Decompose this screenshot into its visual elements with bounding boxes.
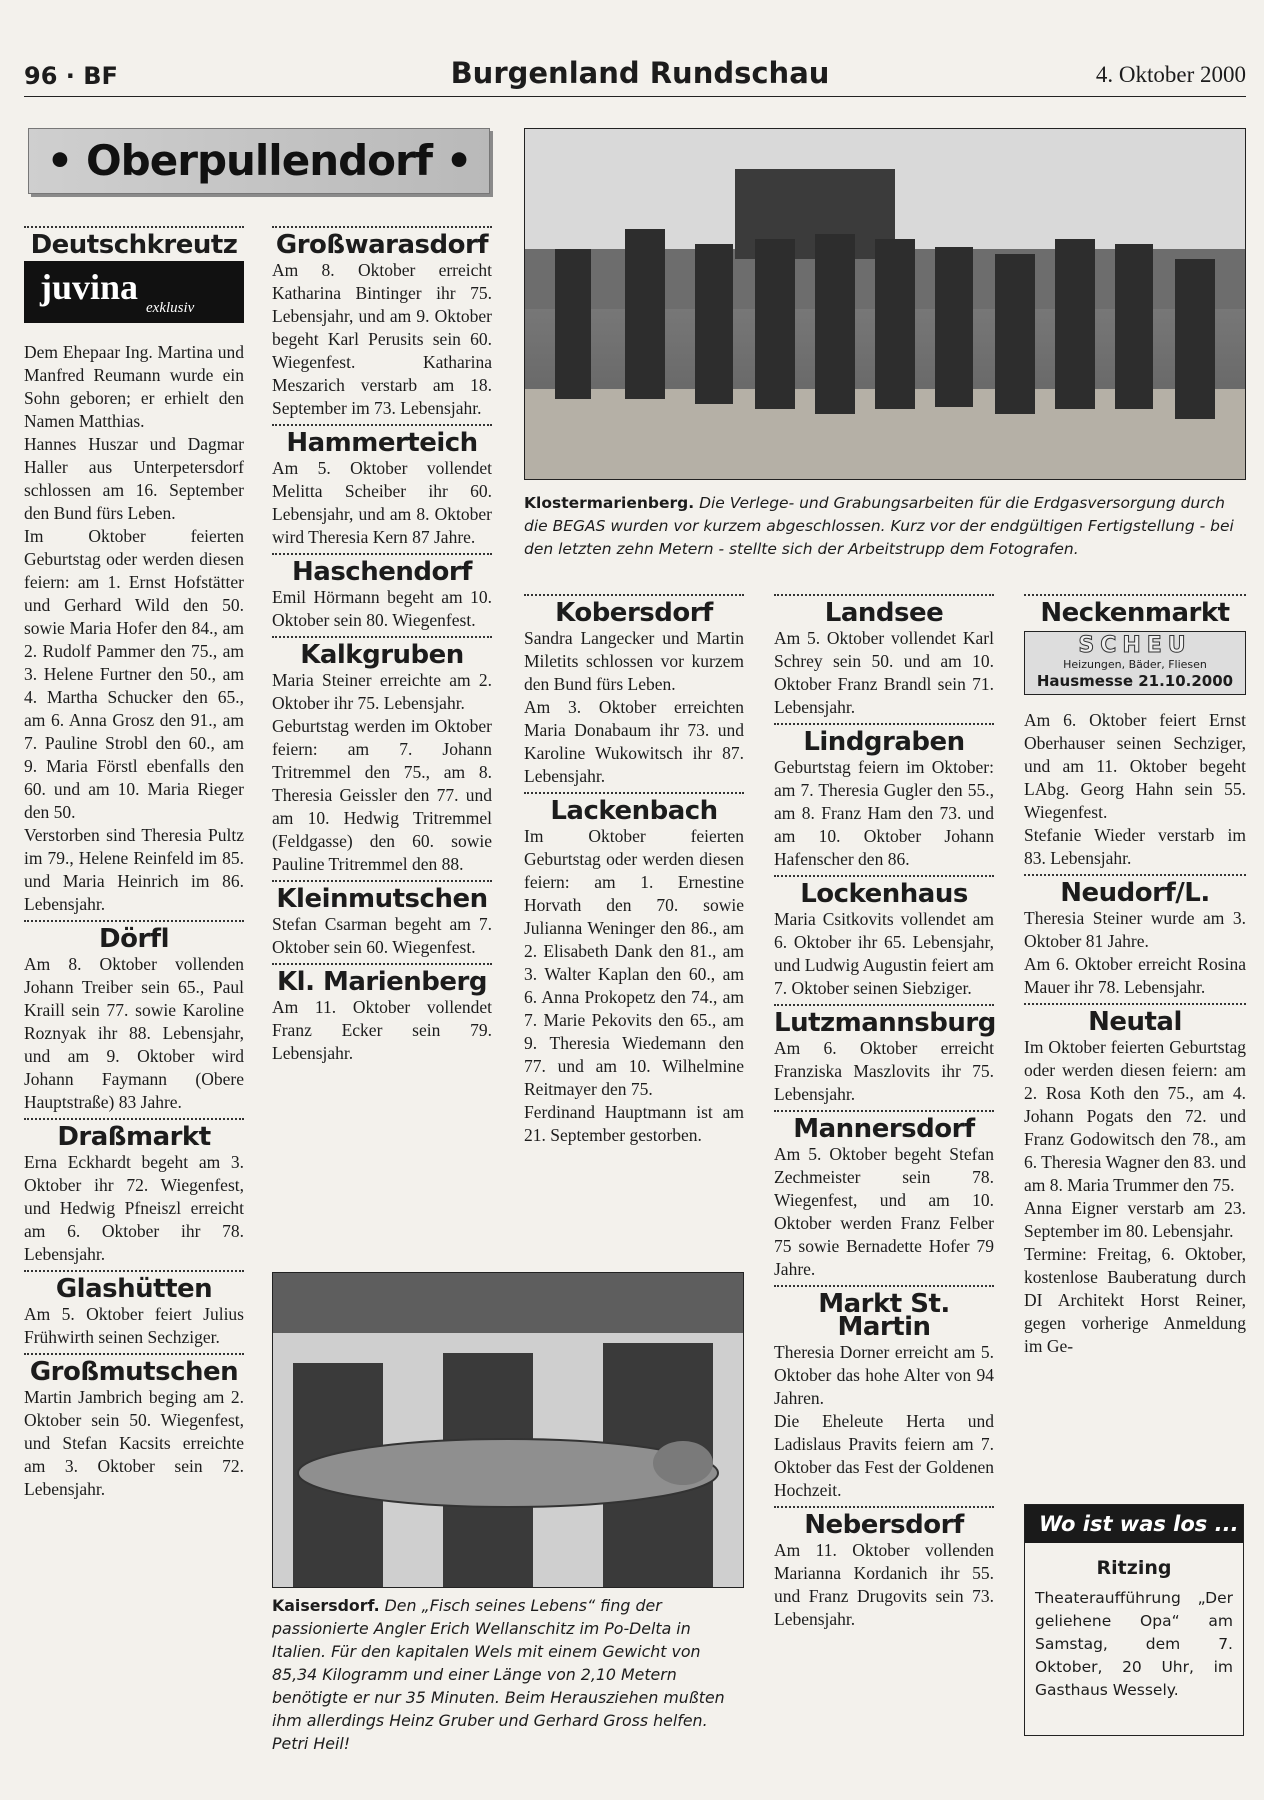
grosswarasdorf-p1: Am 8. Oktober erreicht Katharina Bintinger ihr 75. Lebensjahr, und am 9. Oktober begeht Karl Perusits sein 60. Wiegenfest. Katharina Meszarich verstarb am 18. September im 73. Lebensjahr. (272, 260, 492, 418)
marktstmartin-p1: Theresia Dorner erreicht am 5. Oktober das hohe Alter von 94 Jahren. (774, 1342, 994, 1408)
juvina-logo: juvina (40, 267, 139, 307)
kobersdorf-p2: Am 3. Oktober erreichten Maria Donabaum ihr 73. und Karoline Wukowitsch ihr 87. Lebensjahr. (524, 697, 744, 786)
deutschkreutz-p3: Im Oktober feierten Geburtstag oder werden diesen feiern: am 1. Ernst Hofstätter und Gerhard Wild den 50. sowie Maria Hofer den 84., am 2. Rudolf Pammer den 75., am 3. Helene Furtner den 50., am 4. Martha Schucker den 65., am 6. Anna Grosz den 91., am 7. Pauline Strobl den 60., am 9. Maria Förstl ebenfalls den 60. und am 10. Maria Rieger den 50. (24, 526, 244, 822)
neutal-p3: Termine: Freitag, 6. Oktober, kostenlose Bauberatung durch DI Architekt Horst Reiner, gegen vorherige Anmeldung im Ge- (1024, 1244, 1246, 1356)
column-1 (24, 222, 244, 1501)
divider (774, 1506, 994, 1508)
town-doerfl: Dörfl (99, 924, 169, 954)
divider (272, 226, 492, 228)
drassmarkt-p1: Erna Eckhardt begeht am 3. Oktober ihr 72. Wiegenfest, und Hedwig Pfneiszl erreicht am 6. Oktober ihr 78. Lebensjahr. (24, 1152, 244, 1264)
divider (24, 920, 244, 922)
divider (774, 1285, 994, 1287)
town-neckenmarkt: Neckenmarkt (1040, 598, 1230, 628)
kalkgruben-p2: Geburtstag werden im Oktober feiern: am 7. Johann Tritremmel den 75., am 8. Theresia Geissler den 77. und am 10. Hedwig Tritremmel (Feldgasse) den 60. sowie Pauline Tritremmel den 88. (272, 716, 492, 874)
divider (272, 636, 492, 638)
caption-bottom-text: Den „Fisch seines Lebens“ fing der passionierte Angler Erich Wellanschitz im Po-Delta in Italien. Für den kapitalen Wels mit einem Gewicht von 85,34 Kilogramm und einer Länge von 2,10 Metern benötigte er nur 35 Minuten. Beim Herausziehen mußten ihm allerdings Heinz Gruber und Gerhard Gross helfen. Petri Heil! (272, 1596, 725, 1753)
deutschkreutz-p2: Hannes Huszar und Dagmar Haller aus Unterpetersdorf schlossen am 16. September den Bund fürs Leben. (24, 434, 244, 523)
photo-catfish-image (273, 1273, 743, 1587)
juvina-tagline: exklusiv (146, 300, 195, 316)
town-lackenbach: Lackenbach (550, 796, 718, 826)
lackenbach-p2: Ferdinand Hauptmann ist am 21. September gestorben. (524, 1102, 744, 1145)
divider (524, 792, 744, 794)
grossmutschen-p1: Martin Jambrich beging am 2. Oktober sein 50. Wiegenfest, und Stefan Kacsits erreichte am 3. Oktober sein 72. Lebensjahr. (24, 1387, 244, 1499)
divider (24, 1353, 244, 1355)
marktstmartin-p2: Die Eheleute Herta und Ladislaus Pravits feiern am 7. Oktober das Fest der Goldenen Hochzeit. (774, 1411, 994, 1500)
town-lockenhaus: Lockenhaus (800, 879, 968, 909)
caption-top-label: Klostermarienberg. (524, 494, 695, 512)
column-3 (524, 590, 744, 1147)
nebersdorf-p1: Am 11. Oktober vollenden Marianna Kordanich ihr 55. und Franz Drugovits sein 73. Lebensjahr. (774, 1540, 994, 1629)
photo-work-crew (524, 128, 1246, 480)
events-box-heading: Wo ist was los ... (1025, 1505, 1243, 1543)
town-mannersdorf: Mannersdorf (793, 1114, 975, 1144)
caption-bottom-label: Kaisersdorf. (272, 1596, 380, 1615)
scheu-subtitle: Heizungen, Bäder, Fliesen (1063, 658, 1207, 671)
column-2 (272, 222, 492, 1065)
town-lindgraben: Lindgraben (803, 727, 965, 757)
lindgraben-p1: Geburtstag feiern im Oktober: am 7. Theresia Gugler den 55., am 8. Franz Ham den 73. und am 10. Oktober Johann Hafenscher den 86. (774, 757, 994, 869)
divider (272, 553, 492, 555)
town-neudorf: Neudorf/L. (1060, 878, 1210, 908)
divider (1024, 1003, 1246, 1005)
haschendorf-p1: Emil Hörmann begeht am 10. Oktober sein 80. Wiegenfest. (272, 587, 492, 630)
doerfl-p1: Am 8. Oktober vollenden Johann Treiber sein 65., Paul Kraill sein 77. sowie Karoline Roznyak ihr 88. Lebensjahr, und am 9. Oktober wird Johann Faymann (Obere Hauptstraße) 83 Jahre. (24, 954, 244, 1112)
town-drassmarkt: Draßmarkt (57, 1122, 211, 1152)
photo-work-crew-image (525, 129, 1245, 479)
town-lutzmannsburg: Lutzmannsburg (774, 1008, 996, 1038)
divider (24, 226, 244, 228)
divider (272, 880, 492, 882)
page-number: 96 · BF (24, 62, 118, 90)
divider (524, 594, 744, 596)
town-grossmutschen: Großmutschen (29, 1357, 239, 1387)
town-deutschkreutz: Deutschkreutz (30, 230, 238, 260)
photo-catfish (272, 1272, 744, 1588)
hammerteich-p1: Am 5. Oktober vollendet Melitta Scheiber ihr 60. Lebensjahr, und am 8. Oktober wird Theresia Kern 87 Jahre. (272, 458, 492, 547)
deutschkreutz-p4: Verstorben sind Theresia Pultz im 79., Helene Reinfeld im 85. und Maria Heinrich im 86. Lebensjahr. (24, 825, 244, 914)
divider (24, 1118, 244, 1120)
neutal-p1: Im Oktober feierten Geburtstag oder werden diesen feiern: am 2. Rosa Koth den 75., am 4. Johann Pogats den 72. und Franz Godowitsch den 78., am 6. Theresia Wagner den 83. und am 8. Maria Trummer den 75. (1024, 1037, 1246, 1195)
lutzmannsburg-p1: Am 6. Oktober erreicht Franziska Maszlovits ihr 75. Lebensjahr. (774, 1038, 994, 1104)
neckenmarkt-p1: Am 6. Oktober feiert Ernst Oberhauser seinen Sechziger, und am 11. Oktober begeht LAbg. Georg Hahn sein 55. Wiegenfest. (1024, 710, 1246, 822)
section-title: • Oberpullendorf • (46, 136, 472, 185)
lackenbach-p1: Im Oktober feierten Geburtstag oder werden diesen feiern: am 1. Ernestine Horvath den 70. sowie Julianna Weninger den 86., am 2. Elisabeth Dank den 81., am 3. Walter Kaplan den 60., am 6. Anna Prokopetz den 74., am 7. Marie Pekovits den 65., am 9. Theresia Wiedemann den 77. und am 10. Wilhelmine Reitmayer den 75. (524, 826, 744, 1099)
neckenmarkt-p2: Stefanie Wieder verstarb im 83. Lebensjahr. (1024, 825, 1246, 868)
neudorf-p1: Theresia Steiner wurde am 3. Oktober 81 Jahre. (1024, 908, 1246, 951)
scheu-ad (1024, 631, 1246, 695)
kobersdorf-p1: Sandra Langecker und Martin Miletits schlossen vor kurzem den Bund fürs Leben. (524, 628, 744, 694)
town-nebersdorf: Nebersdorf (804, 1510, 964, 1540)
divider (774, 594, 994, 596)
deutschkreutz-p1: Dem Ehepaar Ing. Martina und Manfred Reumann wurde ein Sohn geboren; er erhielt den Namen Matthias. (24, 342, 244, 431)
town-kalkgruben: Kalkgruben (300, 640, 464, 670)
town-kleinmutschen: Kleinmutschen (276, 884, 488, 914)
divider (24, 1270, 244, 1272)
neutal-p2: Anna Eigner verstarb am 23. September im 80. Lebensjahr. (1024, 1198, 1246, 1241)
town-glashuetten: Glashütten (55, 1274, 213, 1304)
caption-bottom (272, 1594, 744, 1755)
mannersdorf-p1: Am 5. Oktober begeht Stefan Zechmeister sein 78. Wiegenfest, und am 10. Oktober werden Franz Felber 75 sowie Bernadette Hofer 79 Jahre. (774, 1144, 994, 1279)
divider (1024, 874, 1246, 876)
town-kobersdorf: Kobersdorf (555, 598, 713, 628)
divider (272, 963, 492, 965)
juvina-ad (24, 261, 244, 323)
town-haschendorf: Haschendorf (292, 557, 472, 587)
kleinmutschen-p1: Stefan Csarman begeht am 7. Oktober sein 60. Wiegenfest. (272, 914, 492, 957)
events-box-place: Ritzing (1096, 1557, 1172, 1579)
town-neutal: Neutal (1088, 1007, 1182, 1037)
scheu-logo: SCHEU (1078, 633, 1192, 658)
klmarienberg-p1: Am 11. Oktober vollendet Franz Ecker sein 79. Lebensjahr. (272, 997, 492, 1063)
divider (774, 1110, 994, 1112)
issue-date: 4. Oktober 2000 (1095, 62, 1246, 87)
header-rule (24, 96, 1246, 97)
section-title-box (28, 128, 490, 194)
glashuetten-p1: Am 5. Oktober feiert Julius Frühwirth seinen Sechziger. (24, 1304, 244, 1347)
lockenhaus-p1: Maria Csitkovits vollendet am 6. Oktober ihr 65. Lebensjahr, und Ludwig Augustin feiert am 7. Oktober seinen Siebziger. (774, 909, 994, 998)
divider (272, 424, 492, 426)
newspaper-title: Burgenland Rundschau (450, 56, 830, 90)
scheu-event: Hausmesse 21.10.2000 (1036, 672, 1234, 690)
divider (774, 875, 994, 877)
town-grosswarasdorf: Großwarasdorf (275, 230, 489, 260)
kalkgruben-p1: Maria Steiner erreichte am 2. Oktober ihr 75. Lebensjahr. (272, 670, 492, 713)
town-marktstmartin: Markt St. Martin (818, 1289, 950, 1342)
town-hammerteich: Hammerteich (286, 428, 478, 458)
column-5 (1024, 590, 1246, 1358)
town-landsee: Landsee (824, 598, 944, 628)
divider (774, 723, 994, 725)
caption-top (524, 492, 1246, 561)
neudorf-p2: Am 6. Oktober erreicht Rosina Mauer ihr 78. Lebensjahr. (1024, 954, 1246, 997)
events-box (1024, 1504, 1244, 1736)
column-4 (774, 590, 994, 1631)
events-box-text: Theateraufführung „Der geliehene Opa“ am Samstag, dem 7. Oktober, 20 Uhr, im Gasthaus Wessely. (1035, 1589, 1233, 1699)
landsee-p1: Am 5. Oktober vollendet Karl Schrey sein 50. und am 10. Oktober Franz Brandl sein 71. Lebensjahr. (774, 628, 994, 717)
town-klmarienberg: Kl. Marienberg (277, 967, 487, 997)
divider (774, 1004, 994, 1006)
caption-top-text: Die Verlege- und Grabungsarbeiten für die Erdgasversorgung durch die BEGAS wurden vor kurzem abgeschlossen. Kurz vor der endgültigen Fertigstellung - bei den letzten zehn Metern - stellte sich der Arbeitstrupp dem Fotografen. (524, 494, 1234, 558)
divider (1024, 594, 1246, 596)
